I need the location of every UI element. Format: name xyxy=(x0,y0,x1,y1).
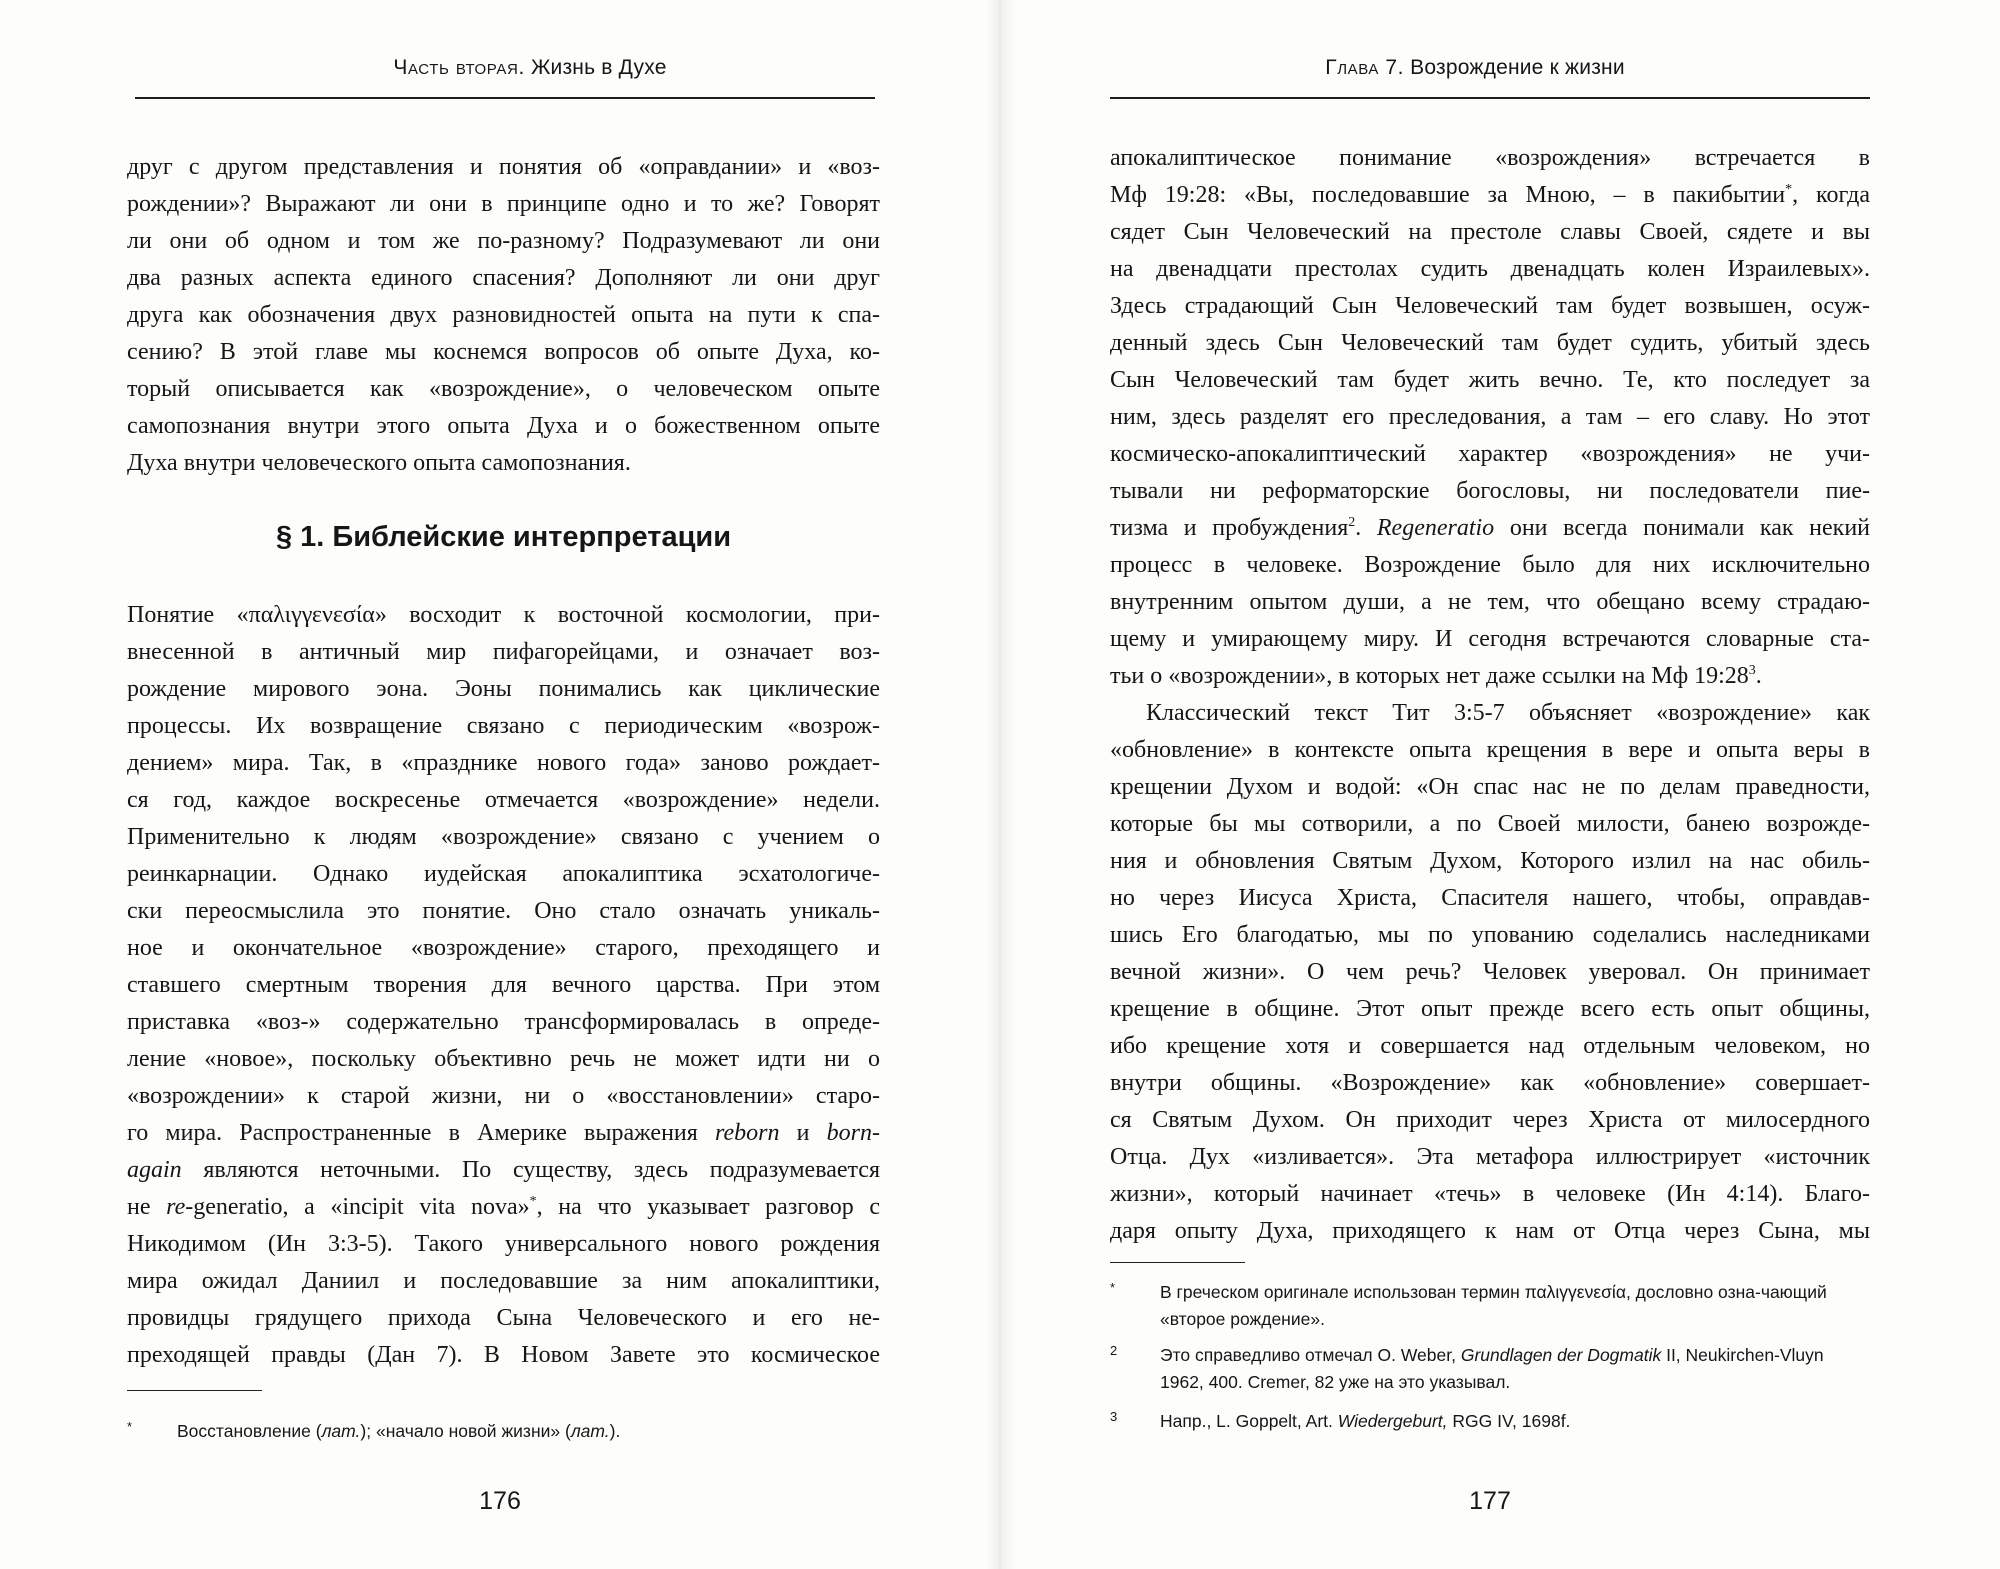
text-line: ски переосмыслила это понятие. Оно стало означать уникаль- xyxy=(127,898,880,924)
text-line: ним, здесь разделят его преследования, а там – его славу. Но этот xyxy=(1110,404,1870,430)
footnote-mark: * xyxy=(1110,1280,1116,1295)
text-line: реинкарнации. Однако иудейская апокалиптика эсхатологиче- xyxy=(127,861,880,887)
text-line: сению? В этой главе мы коснемся вопросов об опыте Духа, ко- xyxy=(127,339,880,365)
text-line: торый описывается как «возрождение», о человеческом опыте xyxy=(127,376,880,402)
text-line: Применительно к людям «возрождение» связано с учением о xyxy=(127,824,880,850)
text-line: ся Святым Духом. Он приходит через Христа от милосердного xyxy=(1110,1107,1870,1133)
text-line: Здесь страдающий Сын Человеческий там будет возвышен, осуж- xyxy=(1110,293,1870,319)
footnote-mark: 3 xyxy=(1110,1409,1118,1424)
footnote-text xyxy=(127,1418,880,1445)
running-head-title: Жизнь в Духе xyxy=(530,56,667,79)
right-page xyxy=(1000,0,2000,1569)
footnote-mark: 2 xyxy=(1110,1343,1118,1358)
italic-term: Grundlagen der Dogmatik xyxy=(1460,1345,1662,1365)
text-line: апокалиптическое понимание «возрождения» встречается в xyxy=(1110,145,1870,171)
text-fragment: го мира. Распространенные в Америке выражения xyxy=(127,1120,698,1146)
text-line: даря опыту Духа, приходящего к нам от Отца через Сына, мы xyxy=(1110,1218,1870,1244)
text-fragment: тьи о «возрождении», в которых нет даже ссылки на Мф 19:28 xyxy=(1110,663,1749,689)
text-line: мира ожидал Даниил и последовавшие за ним апокалиптики, xyxy=(127,1268,880,1294)
text-line: Классический текст Тит 3:5-7 объясняет «возрождение» как xyxy=(1146,700,1870,726)
text-line: рождение мирового эона. Эоны понимались как циклические xyxy=(127,676,880,702)
text-fragment: Это справедливо отмечал O. Weber, xyxy=(1160,1345,1461,1365)
text-line: друг с другом представления и понятия об «оправдании» и «воз- xyxy=(127,154,880,180)
text-fragment: являются неточными. По существу, здесь подразумевается xyxy=(203,1157,880,1183)
text-fragment: Восстановление ( xyxy=(177,1421,322,1441)
text-line: крещении Духом и водой: «Он спас нас не по делам праведности, xyxy=(1110,774,1870,800)
footnote-ref: * xyxy=(1785,182,1793,197)
text-line: дением» мира. Так, в «празднике нового года» заново рождает- xyxy=(127,750,880,776)
text-line: самопознания внутри этого опыта Духа и о божественном опыте xyxy=(127,413,880,439)
text-line xyxy=(1110,177,1870,214)
body-text xyxy=(1110,140,1870,1250)
running-head-part: Часть вторая. xyxy=(393,56,525,79)
text-line: ление «новое», поскольку объективно речь не может идти ни о xyxy=(127,1046,880,1072)
text-line: внутри общины. «Возрождение» как «обновление» совершает- xyxy=(1110,1070,1870,1096)
text-fragment: не xyxy=(127,1194,151,1220)
italic-term: Regeneratio xyxy=(1376,515,1495,541)
text-line: процесс в человеке. Возрождение было для них исключительно xyxy=(1110,552,1870,578)
text-line xyxy=(1110,510,1870,547)
text-line: ное и окончательное «возрождение» старого, преходящего и xyxy=(127,935,880,961)
text-line: на двенадцати престолах судить двенадцать колен Израилевых». xyxy=(1110,256,1870,282)
text-line: которые бы мы сотворили, а по Своей милости, банею возрожде- xyxy=(1110,811,1870,837)
text-line: космическо-апокалиптический характер «возрождения» не учи- xyxy=(1110,441,1870,467)
text-line xyxy=(1110,658,1870,695)
footnote-text: В греческом оригинале использован термин παλιγγενεσία, дословно озна-чающий «второе рождение». xyxy=(1160,1282,1827,1329)
text-line: «обновление» в контексте опыта крещения в вере и опыта веры в xyxy=(1110,737,1870,763)
text-fragment: ); «начало новой жизни» ( xyxy=(360,1421,571,1441)
text-line: ния и обновления Святым Духом, Которого излил на нас обиль- xyxy=(1110,848,1870,874)
italic-term: reborn xyxy=(715,1120,780,1146)
italic-term: лат. xyxy=(570,1421,610,1441)
text-line xyxy=(127,1189,880,1226)
section-heading: § 1. Библейские интерпретации xyxy=(275,521,732,553)
footnote-rule xyxy=(127,1390,262,1391)
text-line: щему и умирающему миру. И сегодня встречаются словарные ста- xyxy=(1110,626,1870,652)
footnote-rule xyxy=(1110,1262,1245,1263)
text-line: приставка «воз-» содержательно трансформировалась в опреде- xyxy=(127,1009,880,1035)
footnote-ref: 2 xyxy=(1348,515,1356,530)
text-fragment: generatio, a «incipit vita nova» xyxy=(193,1194,530,1220)
text-line: шись Его благодатью, мы по упованию соделались наследниками xyxy=(1110,922,1870,948)
page-number-left: 176 xyxy=(479,1487,521,1515)
text-line: ся год, каждое воскресенье отмечается «возрождение» недели. xyxy=(127,787,880,813)
text-line: жизни», который начинает «течь» в человеке (Ин 4:14). Благо- xyxy=(1110,1181,1870,1207)
text-line: Понятие «παλιγγενεσία» восходит к восточной космологии, при- xyxy=(127,602,880,628)
text-line: но через Иисуса Христа, Спасителя нашего, чтобы, оправдав- xyxy=(1110,885,1870,911)
footnote-text xyxy=(1110,1408,1870,1435)
italic-term: re- xyxy=(166,1194,194,1220)
footnote xyxy=(127,1418,880,1445)
footnote-ref: * xyxy=(529,1194,537,1209)
text-line: Сын Человеческий там будет жить вечно. Те, кто последует за xyxy=(1110,367,1870,393)
running-head-chapter: Глава 7. xyxy=(1325,56,1405,79)
text-fragment: , когда xyxy=(1792,182,1870,208)
text-fragment: Напр., L. Goppelt, Art. xyxy=(1160,1411,1338,1431)
text-fragment: ). xyxy=(609,1421,621,1441)
footnote xyxy=(1110,1342,1870,1396)
text-line: Никодимом (Ин 3:3-5). Такого универсального нового рождения xyxy=(127,1231,880,1257)
text-fragment: они всегда понимали как некий xyxy=(1509,515,1871,541)
text-line: ли они об одном и том же по-разному? Подразумевают ли они xyxy=(127,228,880,254)
text-line: Отца. Дух «изливается». Эта метафора иллюстрирует «источник xyxy=(1110,1144,1870,1170)
text-line: ставшего смертным творения для вечного царства. При этом xyxy=(127,972,880,998)
text-line: Духа внутри человеческого опыта самопознания. xyxy=(127,450,631,476)
running-head-left xyxy=(135,56,900,80)
running-head-right xyxy=(1080,56,1870,80)
italic-term: again xyxy=(127,1157,182,1183)
text-fragment: . xyxy=(1755,663,1762,689)
header-rule xyxy=(135,97,875,99)
text-fragment: , на что указывает разговор с xyxy=(536,1194,881,1220)
footnote xyxy=(1110,1279,1870,1333)
text-line: вечной жизни». О чем речь? Человек уверовал. Он принимает xyxy=(1110,959,1870,985)
text-line: внутренним опытом души, а не тем, что обещано всему страдаю- xyxy=(1110,589,1870,615)
text-line: процессы. Их возвращение связано с периодическим «возрож- xyxy=(127,713,880,739)
text-fragment: . xyxy=(1355,515,1362,541)
text-line: ибо крещение хотя и совершается над отдельным человеком, но xyxy=(1110,1033,1870,1059)
text-line: тывали ни реформаторские богословы, ни последователи пие- xyxy=(1110,478,1870,504)
footnote-text xyxy=(1110,1342,1870,1396)
text-fragment: RGG IV, 1698f. xyxy=(1447,1411,1571,1431)
footnote-ref: 3 xyxy=(1748,663,1756,678)
text-line: преходящей правды (Дан 7). В Новом Завете это космическое xyxy=(127,1342,880,1368)
text-fragment: тизма и пробуждения xyxy=(1110,515,1349,541)
page-number-right: 177 xyxy=(1469,1487,1511,1515)
italic-term: Wiedergeburt, xyxy=(1337,1411,1448,1431)
intro-paragraph xyxy=(127,149,880,482)
footnote xyxy=(1110,1408,1870,1435)
text-line xyxy=(127,1152,880,1189)
text-line: провидцы грядущего прихода Сына Человеческого и его не- xyxy=(127,1305,880,1331)
text-line: сядет Сын Человеческий на престоле славы Своей, сядете и вы xyxy=(1110,219,1870,245)
text-line: два разных аспекта единого спасения? Дополняют ли они друг xyxy=(127,265,880,291)
header-rule xyxy=(1110,97,1870,99)
text-fragment: II, Neukirchen-Vluyn 1962, 400. Cremer, 82 уже на это указывал. xyxy=(1160,1345,1824,1392)
text-line xyxy=(127,1115,880,1152)
text-line: крещение в общине. Этот опыт прежде всего есть опыт общины, xyxy=(1110,996,1870,1022)
running-head-title: Возрождение к жизни xyxy=(1410,56,1625,79)
italic-term: лат. xyxy=(321,1421,361,1441)
text-line: рождении»? Выражают ли они в принципе одно и то же? Говорят xyxy=(127,191,880,217)
text-fragment: и xyxy=(796,1120,810,1146)
text-line: «возрождении» к старой жизни, ни о «восстановлении» старо- xyxy=(127,1083,880,1109)
section-paragraph xyxy=(127,597,880,1374)
text-line: друга как обозначения двух разновидностей опыта на пути к спа- xyxy=(127,302,880,328)
italic-term: born- xyxy=(826,1120,881,1146)
footnote-mark: * xyxy=(127,1419,133,1434)
text-line: денный здесь Сын Человеческий там будет судить, убитый здесь xyxy=(1110,330,1870,356)
text-fragment: Мф 19:28: «Вы, последовавшие за Мною, – в пакибытии xyxy=(1110,182,1786,208)
text-line: внесенной в античный мир пифагорейцами, и означает воз- xyxy=(127,639,880,665)
